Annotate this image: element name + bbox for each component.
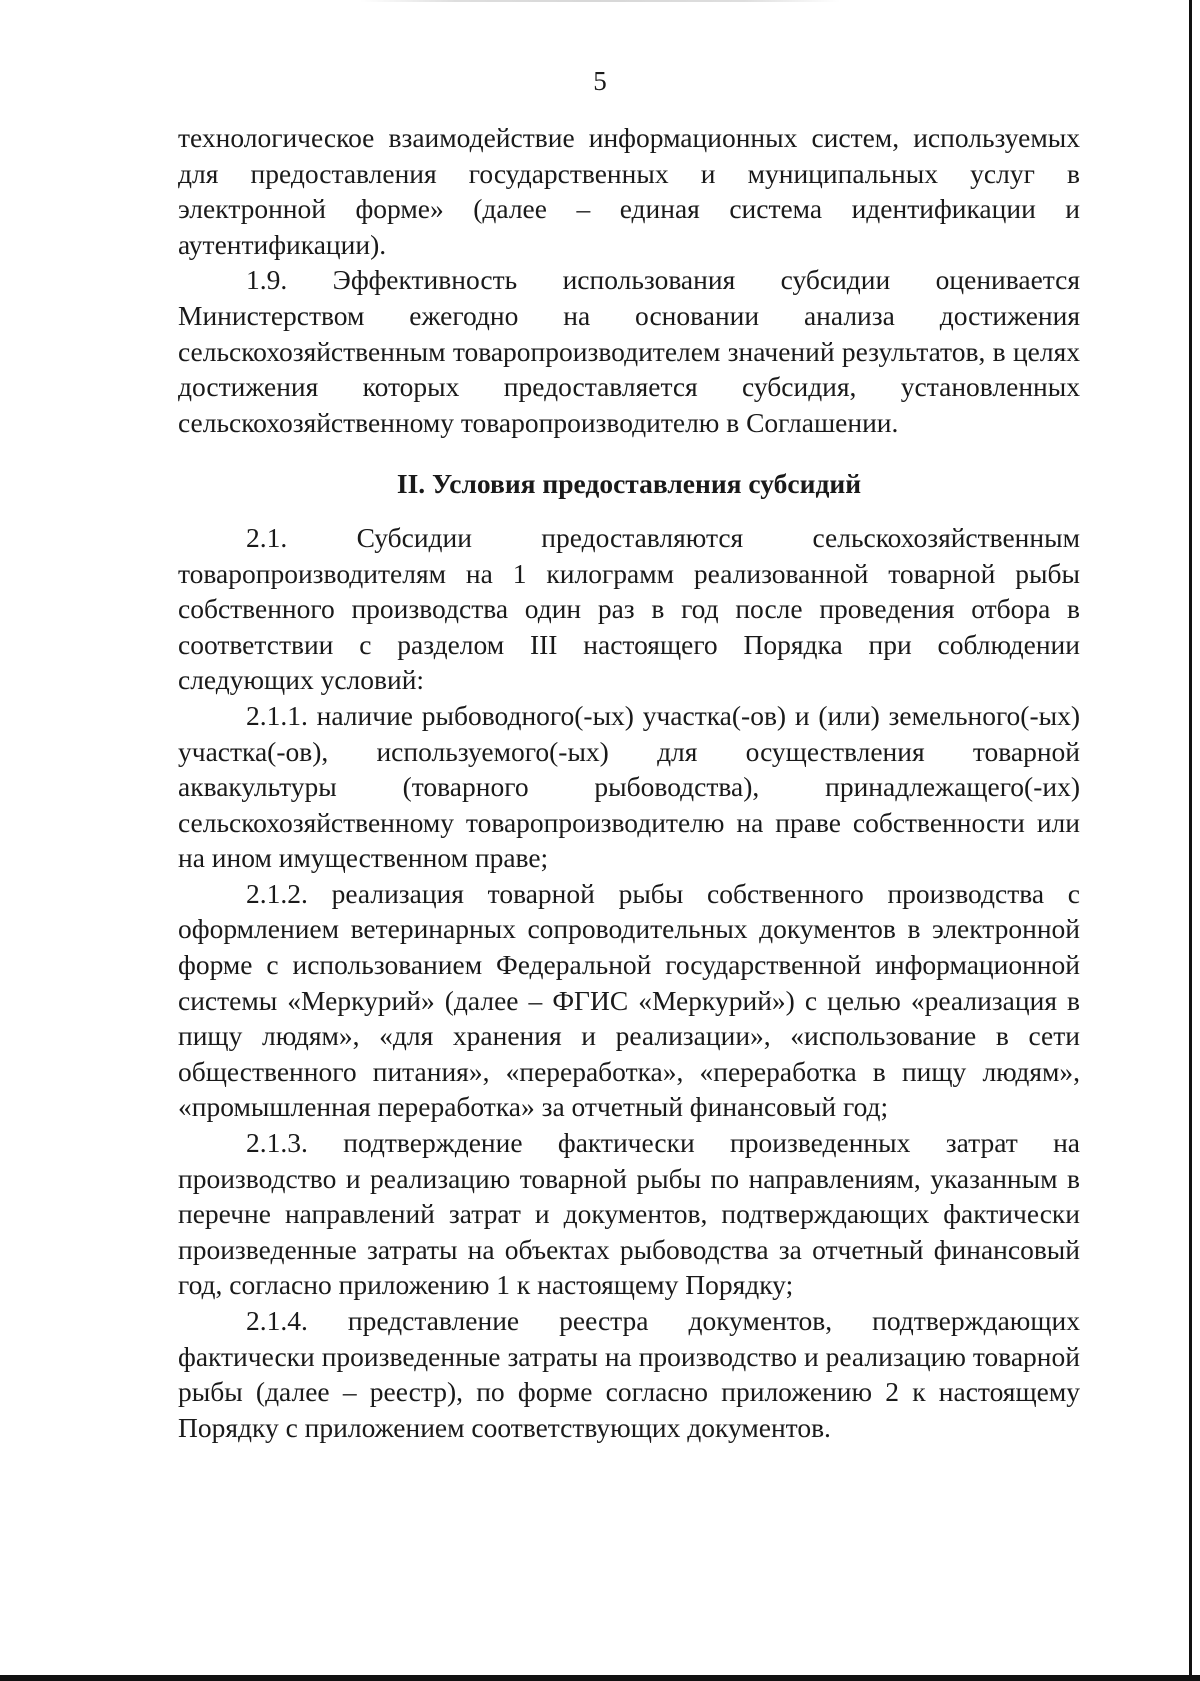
section-heading: II. Условия предоставления субсидий xyxy=(396,468,862,500)
paragraph-2-1: 2.1. Субсидии предоставляются сельскохозяйственным товаропроизводителям на 1 килограмм реализованной товарной рыбы собственного производства один раз в год после проведения отбора в соответствии с разделом III настоящего Порядка при соблюдении следующих условий: xyxy=(178,521,1080,696)
paragraph-1-9: 1.9. Эффективность использования субсидии оценивается Министерством ежегодно на основании анализа достижения сельскохозяйственным товаропроизводителем значений результатов, в целях достижения которых предоставляется субсидия, установленных сельскохозяйственному товаропроизводителю в Соглашении. xyxy=(178,264,1080,438)
paragraph-2-1-4: 2.1.4. представление реестра документов, подтверждающих фактически произведенные затраты на производство и реализацию товарной рыбы (далее – реестр), по форме согласно приложению 2 к настоящему Порядку с приложением соответствующих документов. xyxy=(178,1305,1080,1443)
paragraph-2-1-2: 2.1.2. реализация товарной рыбы собственного производства с оформлением ветеринарных сопроводительных документов в электронной форме с использованием Федеральной государственной информационной системы «Меркурий» (далее – ФГИС «Меркурий») с целью «реализация в пищу людям», «для хранения и реализации», «использование в сети общественного питания», «переработка», «переработка в пищу людям», «промышленная переработка» за отчетный финансовый год; xyxy=(178,877,1080,1123)
document-body xyxy=(178,120,1080,1445)
scan-artifact-top xyxy=(360,0,840,2)
scan-border-bottom xyxy=(0,1675,1200,1681)
paragraph-2-1-1: 2.1.1. наличие рыбоводного(-ых) участка(-ов) и (или) земельного(-ых) участка(-ов), используемого(-ых) для осуществления товарной аквакультуры (товарного рыбоводства), принадлежащего(-их) сельскохозяйственному товаропроизводителю на праве собственности или на ином имущественном праве; xyxy=(178,699,1080,874)
paragraph-continuation: технологическое взаимодействие информационных систем, используемых для предоставления государственных и муниципальных услуг в электронной форме» (далее – единая система идентификации и аутентификации). xyxy=(178,122,1080,260)
scan-border-right xyxy=(1189,0,1192,1681)
paragraph-2-1-3: 2.1.3. подтверждение фактически произведенных затрат на производство и реализацию товарной рыбы по направлениям, указанным в перечне направлений затрат и документов, подтверждающих фактически произведенные затраты на объектах рыбоводства за отчетный финансовый год, согласно приложению 1 к настоящему Порядку; xyxy=(178,1127,1080,1301)
page-number: 5 xyxy=(593,66,607,96)
